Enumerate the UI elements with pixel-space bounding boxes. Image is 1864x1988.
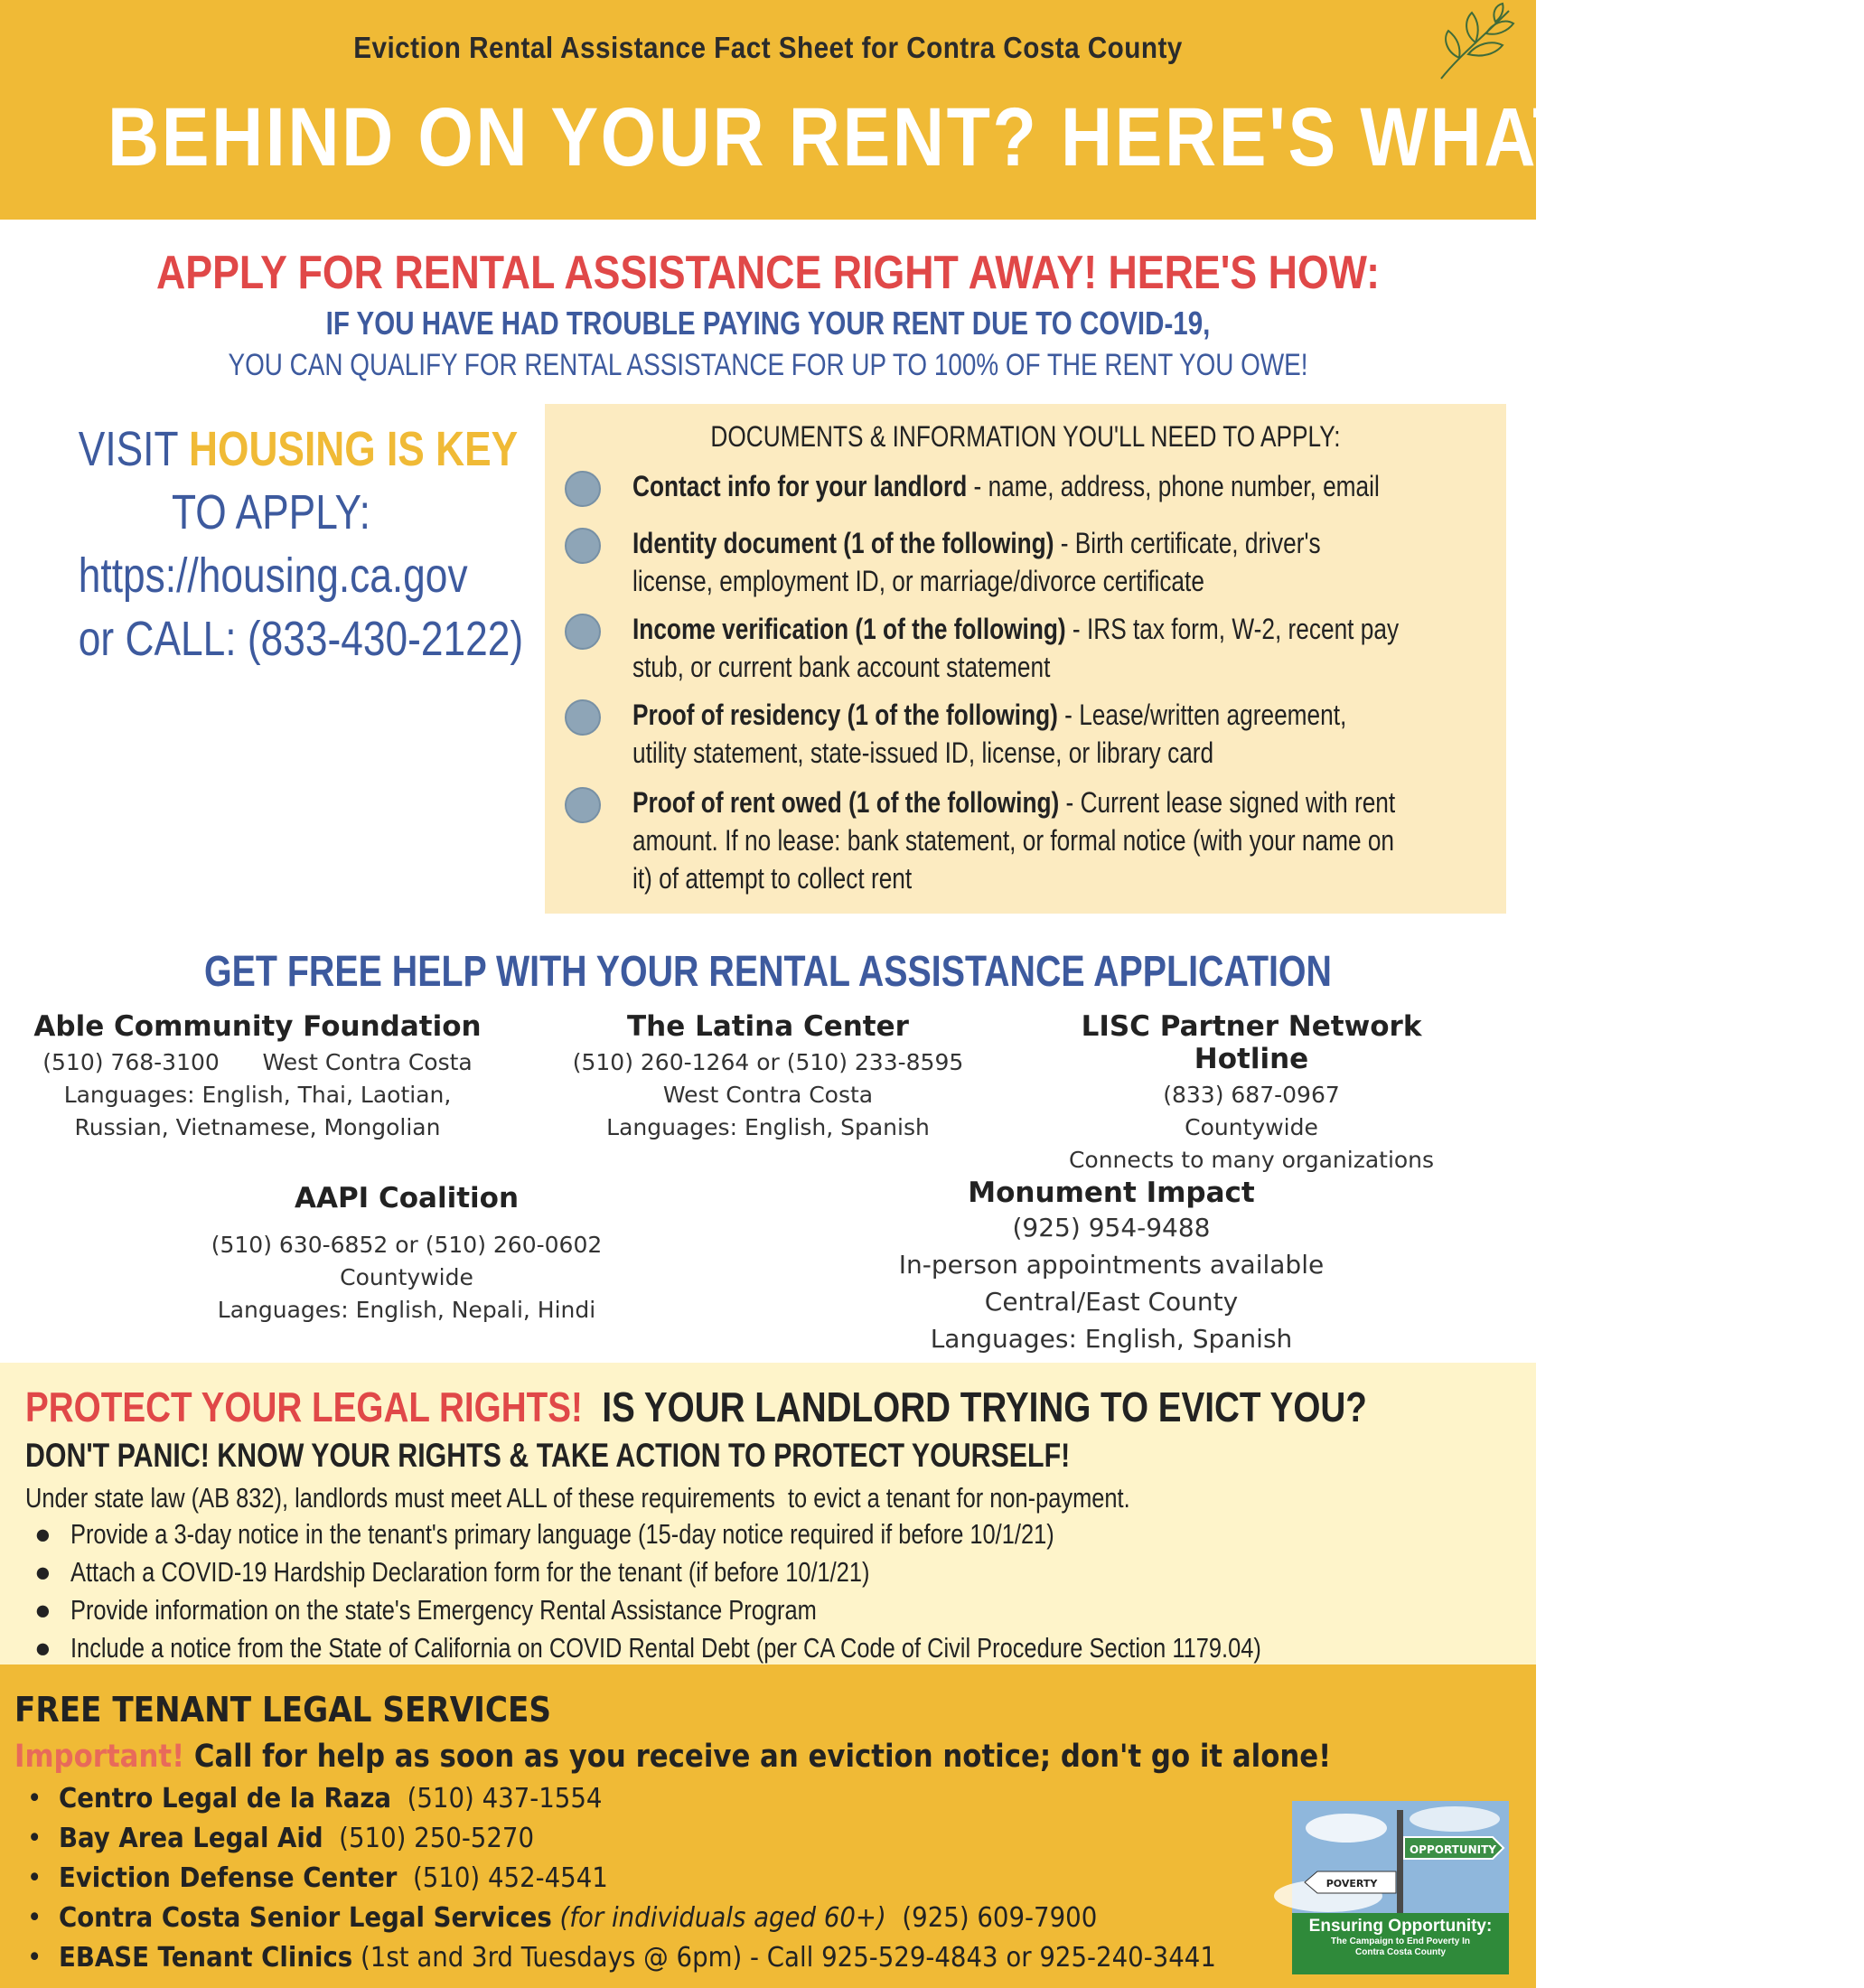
sign-opportunity: OPPORTUNITY — [1409, 1843, 1497, 1856]
logo-tagline-1: The Campaign to End Poverty In — [1331, 1936, 1470, 1946]
important-label: Important! — [14, 1739, 185, 1775]
bullet-circle-icon — [565, 528, 601, 564]
org-line: West Contra Costa — [662, 1082, 874, 1108]
bullet-icon: • — [27, 1902, 42, 1934]
service-note: (for individuals aged 60+) — [551, 1902, 886, 1934]
logo-tagline-2: Contra Costa County — [1355, 1947, 1446, 1957]
org-line: Connects to many organizations — [1068, 1147, 1435, 1173]
org-line: Countywide — [1185, 1114, 1318, 1140]
apply-subheading-1: IF YOU HAVE HAD TROUBLE PAYING YOUR RENT DUE TO COVID-19, — [325, 305, 1211, 342]
bullet-icon: ● — [34, 1556, 52, 1588]
org-aapi-coalition — [172, 1182, 642, 1327]
document-item-detail: - Current lease signed with rent amount. If no lease: bank statement, or formal notice (with your name on it) of attempt to collect rent — [632, 786, 1396, 895]
ensuring-opportunity-logo — [1292, 1801, 1509, 1974]
requirement-item — [34, 1594, 980, 1627]
org-phone: (510) 630-6852 or (510) 260-0602 — [211, 1232, 603, 1258]
documents-box — [545, 404, 1506, 914]
documents-heading: DOCUMENTS & INFORMATION YOU'LL NEED TO APPLY: — [710, 420, 1341, 453]
org-name: AAPI Coalition — [294, 1182, 520, 1214]
requirement-item — [34, 1632, 1522, 1664]
requirement-text: Include a notice from the State of California on COVID Rental Debt (per CA Code of Civil Procedure Section 1179.04) — [70, 1632, 1261, 1664]
legal-rights-section — [0, 1363, 1536, 1664]
org-latina-center — [542, 1010, 994, 1144]
org-phone: (510) 260-1264 or (510) 233-8595 — [572, 1049, 964, 1075]
service-name: Eviction Defense Center — [58, 1862, 398, 1894]
sign-poverty: POVERTY — [1325, 1878, 1378, 1890]
document-item-detail: - name, address, phone number, email — [967, 470, 1380, 502]
service-item — [27, 1862, 608, 1894]
bullet-icon: • — [27, 1823, 42, 1854]
org-phone: (925) 954-9488 — [1012, 1213, 1211, 1242]
header-subtitle: Eviction Rental Assistance Fact Sheet for Contra Costa County — [353, 31, 1183, 64]
org-phone: (833) 687-0967 — [1163, 1082, 1340, 1108]
leaf-icon — [1432, 2, 1518, 83]
service-name: EBASE Tenant Clinics — [58, 1942, 353, 1974]
service-phone[interactable]: (1st and 3rd Tuesdays @ 6pm) - Call 925-529-4843 or 925-240-3441 — [352, 1942, 1216, 1974]
program-name: HOUSING IS KEY — [189, 422, 519, 476]
bullet-circle-icon — [565, 614, 601, 650]
org-line: Countywide — [340, 1264, 473, 1290]
org-name: The Latina Center — [627, 1010, 909, 1043]
header-banner — [0, 0, 1864, 220]
org-line: Languages: English, Spanish — [930, 1324, 1293, 1354]
org-line: Languages: English, Nepali, Hindi — [217, 1297, 596, 1323]
requirement-item — [34, 1518, 1270, 1551]
header-title: BEHIND ON YOUR RENT? HERE'S WHAT TO DO! — [108, 91, 1864, 183]
document-item-detail: - Lease/written agreement, utility statement, state-issued ID, license, or library card — [632, 699, 1347, 769]
org-lisc-hotline — [1021, 1010, 1482, 1177]
call-phone[interactable]: or CALL: (833-430-2122) — [78, 612, 524, 666]
org-monument-impact — [867, 1177, 1355, 1357]
bullet-icon: • — [27, 1942, 42, 1974]
visit-line2: TO APPLY: — [172, 485, 370, 539]
document-item-detail: - IRS tax form, W-2, recent pay stub, or current bank account statement — [632, 613, 1400, 683]
visit-prefix: VISIT — [78, 422, 190, 476]
bullet-icon: • — [27, 1783, 42, 1815]
org-name: Monument Impact — [968, 1177, 1255, 1209]
rights-heading-dark: IS YOUR LANDLORD TRYING TO EVICT YOU? — [582, 1383, 1367, 1430]
org-line: Russian, Vietnamese, Mongolian — [74, 1114, 441, 1140]
service-item — [27, 1942, 1216, 1974]
requirement-text: Provide a 3-day notice in the tenant's primary language (15-day notice required if before 10/1/21) — [70, 1518, 1054, 1550]
requirement-item — [34, 1556, 1045, 1589]
bullet-circle-icon — [565, 787, 601, 823]
service-phone[interactable]: (925) 609-7900 — [885, 1902, 1098, 1934]
bullet-icon: ● — [34, 1594, 52, 1626]
rights-subheading: DON'T PANIC! KNOW YOUR RIGHTS & TAKE ACTION TO PROTECT YOURSELF! — [25, 1437, 1071, 1474]
service-phone[interactable]: (510) 250-5270 — [323, 1823, 535, 1854]
important-notice — [14, 1739, 1331, 1775]
org-name: Able Community Foundation — [33, 1010, 482, 1043]
org-line: Central/East County — [984, 1287, 1239, 1317]
service-item — [27, 1902, 1097, 1934]
housing-url-link[interactable]: https://housing.ca.gov — [78, 549, 468, 603]
logo-caption — [1292, 1913, 1509, 1974]
org-able-community — [18, 1010, 497, 1144]
bullet-icon: ● — [34, 1632, 52, 1664]
visit-block — [36, 417, 524, 670]
document-item-title: Proof of rent owed (1 of the following) — [632, 786, 1060, 819]
service-name: Centro Legal de la Raza — [58, 1783, 392, 1815]
org-name: LISC Partner Network Hotline — [1081, 1010, 1422, 1075]
bullet-icon: • — [27, 1862, 42, 1894]
service-phone[interactable]: (510) 437-1554 — [391, 1783, 603, 1815]
document-item-detail: - Birth certificate, driver's license, employment ID, or marriage/divorce certificate — [632, 527, 1321, 597]
logo-title: Ensuring Opportunity: — [1308, 1917, 1493, 1936]
rights-heading-red: PROTECT YOUR LEGAL RIGHTS! — [25, 1383, 583, 1430]
document-item-title: Proof of residency (1 of the following) — [632, 699, 1058, 731]
requirement-text: Attach a COVID-19 Hardship Declaration form for the tenant (if before 10/1/21) — [70, 1556, 870, 1588]
org-line: In-person appointments available — [898, 1250, 1325, 1280]
important-text: Call for help as soon as you receive an eviction notice; don't go it alone! — [184, 1739, 1332, 1775]
bullet-icon: ● — [34, 1518, 52, 1550]
service-item — [27, 1783, 602, 1815]
service-name: Contra Costa Senior Legal Services — [58, 1902, 552, 1934]
bullet-circle-icon — [565, 471, 601, 507]
document-item-title: Identity document (1 of the following) — [632, 527, 1054, 559]
service-name: Bay Area Legal Aid — [58, 1823, 323, 1854]
document-item-title: Contact info for your landlord — [632, 470, 968, 502]
bullet-circle-icon — [565, 699, 601, 736]
signpost-icon — [1292, 1801, 1509, 1913]
org-line: Languages: English, Spanish — [606, 1114, 930, 1140]
requirement-text: Provide information on the state's Emergency Rental Assistance Program — [70, 1594, 817, 1626]
free-help-heading: GET FREE HELP WITH YOUR RENTAL ASSISTANCE APPLICATION — [204, 948, 1332, 996]
apply-heading: APPLY FOR RENTAL ASSISTANCE RIGHT AWAY! HERE'S HOW: — [155, 247, 1381, 299]
document-item-title: Income verification (1 of the following) — [632, 613, 1066, 645]
legal-services-heading: FREE TENANT LEGAL SERVICES — [14, 1690, 551, 1730]
apply-subheading-2: YOU CAN QUALIFY FOR RENTAL ASSISTANCE FOR UP TO 100% OF THE RENT YOU OWE! — [228, 348, 1308, 382]
service-item — [27, 1823, 534, 1854]
org-phone: (510) 768-3100 West Contra Costa — [42, 1049, 473, 1075]
rights-heading — [25, 1383, 1367, 1431]
org-line: Languages: English, Thai, Laotian, — [63, 1082, 452, 1108]
service-phone[interactable]: (510) 452-4541 — [397, 1862, 608, 1894]
rights-intro: Under state law (AB 832), landlords must meet ALL of these requirements to evict a tenant for non-payment. — [25, 1482, 1130, 1514]
